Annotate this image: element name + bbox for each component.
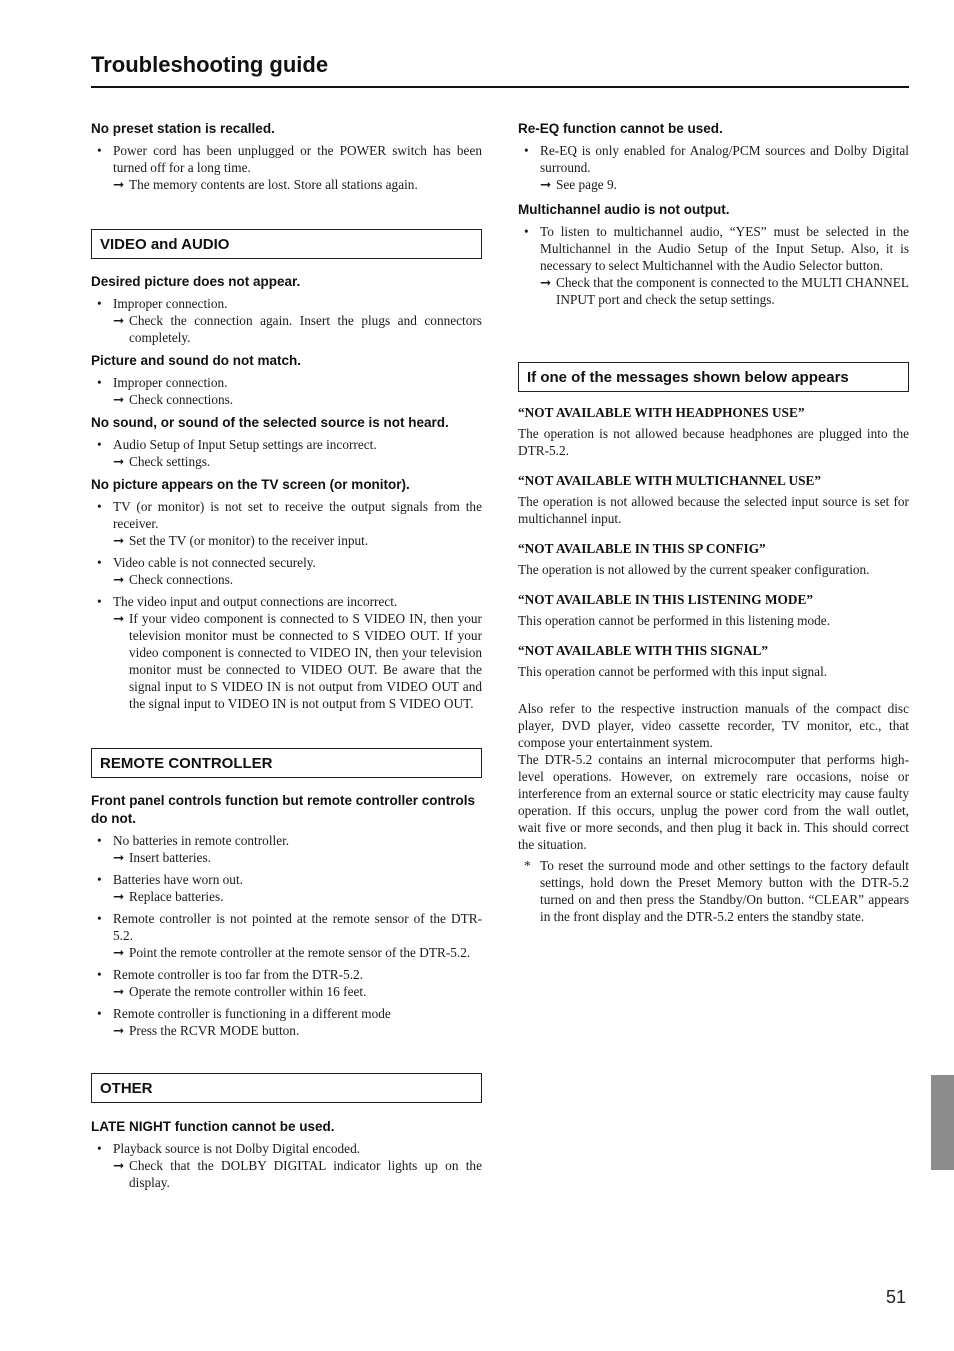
list-item — [91, 593, 482, 712]
page-number: 51 — [886, 1287, 907, 1307]
other-section-box — [91, 1073, 482, 1103]
item-text: Remote controller is too far from the DTR-5.2. — [113, 967, 363, 982]
item-fix-text: Point the remote controller at the remote sensor of the DTR-5.2. — [129, 945, 471, 960]
item-fix — [113, 312, 482, 346]
remote-section-box — [91, 748, 482, 778]
message-heading: “NOT AVAILABLE IN THIS SP CONFIG” — [518, 541, 766, 556]
item-fix — [113, 571, 482, 588]
message-text: The operation is not allowed by the current speaker configuration. — [518, 562, 870, 577]
bullet: • — [97, 1006, 102, 1021]
item-fix-text: Set the TV (or monitor) to the receiver input. — [129, 533, 369, 548]
note-asterisk: * — [524, 858, 531, 873]
bullet: • — [97, 555, 102, 570]
arrow-icon: ➞ — [113, 945, 125, 960]
group-heading: Desired picture does not appear. — [91, 274, 301, 289]
group-list — [91, 498, 482, 712]
multich-heading: Multichannel audio is not output. — [518, 202, 730, 217]
message-heading: “NOT AVAILABLE WITH THIS SIGNAL” — [518, 643, 769, 658]
arrow-icon: ➞ — [113, 177, 125, 192]
group-heading: No sound, or sound of the selected source is not heard. — [91, 415, 449, 430]
item-fix — [113, 1022, 482, 1039]
bullet: • — [524, 224, 529, 239]
bullet: • — [97, 594, 102, 609]
item-fix-text: Check the connection again. Insert the plugs and connectors completely. — [129, 313, 482, 345]
messages-section-box — [518, 362, 909, 392]
item-text: The video input and output connections are incorrect. — [113, 594, 398, 609]
group-list — [91, 436, 482, 470]
arrow-icon: ➞ — [113, 572, 125, 587]
bullet: • — [97, 833, 102, 848]
item-fix — [540, 176, 909, 193]
item-text: To listen to multichannel audio, “YES” must be selected in the Multichannel in the Audio Setup of the Input Setup. Also, it is necessary to select Multichannel with the Audio Selector button. — [540, 224, 909, 273]
item-fix-text: Check connections. — [129, 392, 234, 407]
list-item — [518, 142, 909, 193]
remote-section-title: REMOTE CONTROLLER — [100, 754, 273, 772]
message-text: This operation cannot be performed in this listening mode. — [518, 613, 831, 628]
arrow-icon: ➞ — [540, 177, 552, 192]
list-item — [91, 295, 482, 346]
item-fix-text: Replace batteries. — [129, 889, 224, 904]
group-heading: Picture and sound do not match. — [91, 353, 302, 368]
refer-paragraph: Also refer to the respective instruction manuals of the compact disc player, DVD player, video cassette recorder, TV monitor, etc., that compose your entertainment system. — [518, 701, 909, 750]
bullet: • — [97, 499, 102, 514]
other-section-title: OTHER — [100, 1079, 153, 1097]
video-audio-section-title: VIDEO and AUDIO — [100, 235, 230, 253]
item-text: Video cable is not connected securely. — [113, 555, 316, 570]
bullet: • — [97, 437, 102, 452]
item-text: Playback source is not Dolby Digital encoded. — [113, 1141, 361, 1156]
list-item — [518, 223, 909, 308]
message-heading: “NOT AVAILABLE WITH MULTICHANNEL USE” — [518, 473, 821, 488]
item-fix — [113, 1157, 482, 1191]
item-fix — [540, 274, 909, 308]
multich-list — [518, 223, 909, 308]
item-text: Remote controller is functioning in a different mode — [113, 1006, 391, 1021]
preset-heading: No preset station is recalled. — [91, 121, 275, 136]
messages-section-title: If one of the messages shown below appears — [527, 368, 849, 386]
bullet: • — [524, 143, 529, 158]
item-fix — [113, 532, 482, 549]
reset-note-text: To reset the surround mode and other settings to the factory default settings, hold down the Preset Memory button with the DTR-5.2 turned on and then press the Standby/On button. “CLEAR” appears in the front display and the DTR-5.2 enters the standby state. — [540, 858, 909, 924]
arrow-icon: ➞ — [113, 1158, 125, 1173]
list-item — [91, 142, 482, 193]
list-item — [91, 1005, 482, 1039]
message-text: This operation cannot be performed with this input signal. — [518, 664, 828, 679]
item-text: Re-EQ is only enabled for Analog/PCM sources and Dolby Digital surround. — [540, 143, 909, 175]
item-fix-text: The memory contents are lost. Store all stations again. — [129, 177, 418, 192]
message-heading: “NOT AVAILABLE IN THIS LISTENING MODE” — [518, 592, 813, 607]
list-item — [91, 554, 482, 588]
group-heading: No picture appears on the TV screen (or monitor). — [91, 477, 410, 492]
group-list — [91, 295, 482, 346]
list-item — [91, 374, 482, 408]
section-side-tab — [931, 1075, 954, 1170]
item-fix-text: Insert batteries. — [129, 850, 211, 865]
video-audio-groups — [91, 273, 482, 712]
other-list — [91, 1140, 482, 1191]
item-fix-text: If your video component is connected to S VIDEO IN, then your television monitor must be connected to S VIDEO OUT. If your video component is connected to VIDEO IN, then your television monitor must be connected to VIDEO OUT. Be aware that the signal input to S VIDEO IN is not output from VIDEO OUT and the signal input to VIDEO IN is not output from S VIDEO OUT. — [129, 611, 482, 711]
message-entries — [518, 404, 909, 680]
reeq-heading: Re-EQ function cannot be used. — [518, 121, 723, 136]
item-fix-text: Check connections. — [129, 572, 234, 587]
group-list — [91, 374, 482, 408]
bullet: • — [97, 967, 102, 982]
page-title: Troubleshooting guide — [91, 52, 329, 77]
other-heading: LATE NIGHT function cannot be used. — [91, 1119, 335, 1134]
item-fix-text: Operate the remote controller within 16 feet. — [129, 984, 367, 999]
remote-heading: Front panel controls function but remote controller controls do not. — [91, 793, 476, 826]
left-column — [91, 120, 482, 1196]
arrow-icon: ➞ — [113, 611, 125, 626]
message-text: The operation is not allowed because the selected input source is set for multichannel input. — [518, 494, 909, 526]
bullet: • — [97, 911, 102, 926]
arrow-icon: ➞ — [113, 1023, 125, 1038]
item-text: Batteries have worn out. — [113, 872, 243, 887]
microcomputer-paragraph: The DTR-5.2 contains an internal microcomputer that performs high-level operations. However, on extremely rare occasions, noise or interference from an external source or static electricity may cause faulty operation. If this occurs, unplug the power cord from the wall outlet, wait five or more seconds, and then plug it back in. This should correct the situation. — [518, 752, 909, 852]
item-text: Power cord has been unplugged or the POWER switch has been turned off for a long time. — [113, 143, 482, 175]
video-audio-section-box — [91, 229, 482, 259]
item-text: TV (or monitor) is not set to receive the output signals from the receiver. — [113, 499, 482, 531]
item-text: Audio Setup of Input Setup settings are incorrect. — [113, 437, 377, 452]
item-text: Remote controller is not pointed at the remote sensor of the DTR-5.2. — [113, 911, 482, 943]
bullet: • — [97, 872, 102, 887]
bullet: • — [97, 296, 102, 311]
item-fix-text: See page 9. — [556, 177, 617, 192]
item-fix-text: Check settings. — [129, 454, 211, 469]
item-fix — [113, 849, 482, 866]
right-column — [518, 120, 909, 925]
arrow-icon: ➞ — [113, 850, 125, 865]
bullet: • — [97, 143, 102, 158]
item-fix — [113, 453, 482, 470]
list-item — [91, 966, 482, 1000]
item-text: No batteries in remote controller. — [113, 833, 290, 848]
remote-list — [91, 832, 482, 1039]
item-fix — [113, 944, 482, 961]
list-item — [91, 436, 482, 470]
list-item — [91, 910, 482, 961]
arrow-icon: ➞ — [113, 984, 125, 999]
item-text: Improper connection. — [113, 375, 228, 390]
arrow-icon: ➞ — [113, 392, 125, 407]
item-fix-text: Check that the DOLBY DIGITAL indicator lights up on the display. — [129, 1158, 482, 1190]
message-heading: “NOT AVAILABLE WITH HEADPHONES USE” — [518, 405, 805, 420]
item-fix — [113, 888, 482, 905]
item-fix — [113, 176, 482, 193]
preset-list — [91, 142, 482, 193]
bullet: • — [97, 375, 102, 390]
arrow-icon: ➞ — [113, 889, 125, 904]
arrow-icon: ➞ — [113, 313, 125, 328]
list-item — [91, 871, 482, 905]
list-item — [91, 832, 482, 866]
item-fix-text: Press the RCVR MODE button. — [129, 1023, 300, 1038]
arrow-icon: ➞ — [540, 275, 552, 290]
bullet: • — [97, 1141, 102, 1156]
item-fix — [113, 610, 482, 712]
item-text: Improper connection. — [113, 296, 228, 311]
list-item — [91, 498, 482, 549]
item-fix — [113, 983, 482, 1000]
arrow-icon: ➞ — [113, 454, 125, 469]
arrow-icon: ➞ — [113, 533, 125, 548]
title-divider — [91, 86, 909, 88]
list-item — [91, 1140, 482, 1191]
reeq-list — [518, 142, 909, 193]
item-fix-text: Check that the component is connected to the MULTI CHANNEL INPUT port and check the setup settings. — [556, 275, 909, 307]
message-text: The operation is not allowed because headphones are plugged into the DTR-5.2. — [518, 426, 909, 458]
item-fix — [113, 391, 482, 408]
reset-note — [518, 857, 909, 925]
